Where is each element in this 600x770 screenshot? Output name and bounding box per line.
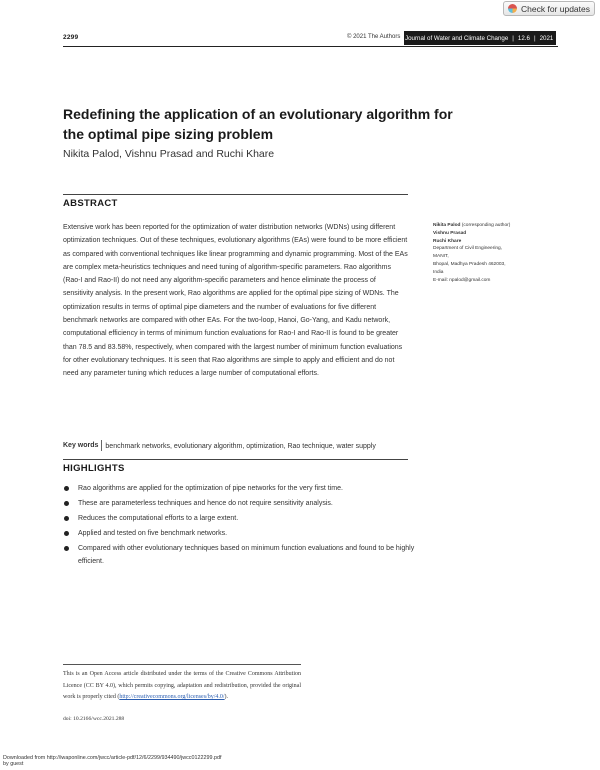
corresponding-author-line <box>433 222 563 230</box>
bullet-icon <box>64 531 69 536</box>
abstract-heading: ABSTRACT <box>63 198 118 209</box>
abstract-text: Extensive work has been reported for the optimization of water distribution networks (WDNs) using different optimization techniques. Out of these techniques, evolutionary algorithms (EAs) were found to be more efficient as compared with conventional techniques like linear programming and dynamic programming. Most of the EAs are complex meta-heuristics techniques and need tuning of algorithm-specific parameters. Rao algorithms (Rao-I and Rao-II) do not need any algorithm-specific parameters and hence eliminate the process of sensitivity analysis. In the present work, Rao algorithms are applied for the optimal pipe sizing of WDNs. The optimization results in terms of optimal pipe diameters and the number of evaluations for five different benchmark networks are compared with other EAs. For the two-loop, Hanoi, Go-Yang, and Kadu network, computational efficiency in terms of minimum function evaluations for Rao-I and Rao-II is found to be greater than 78.5 and 83.58%, respectively, when compared with the largest number of minimum function evaluations for other evolutionary techniques. It is seen that Rao algorithms are simple to apply and efficient and do not need any parameter tuning which reduces a large number of computational efforts. <box>63 224 408 378</box>
license-end: ). <box>224 694 229 700</box>
email[interactable]: E-mail: npalod@gmail.com <box>433 277 491 283</box>
article-authors: Nikita Palod, Vishnu Prasad and Ruchi Khare <box>63 148 275 160</box>
highlight-item <box>63 542 423 568</box>
highlight-item <box>63 527 423 540</box>
bullet-icon <box>64 516 69 521</box>
corresponding-author: Nikita Palod <box>433 223 461 228</box>
download-source: Downloaded from http://iwaponline.com/jwcc/article-pdf/12/6/2299/934490/jwcc0122299.pdf <box>3 755 222 761</box>
highlight-text: These are parameterless techniques and hence do not require sensitivity analysis. <box>78 500 333 507</box>
article-title: Redefining the application of an evolutionary algorithm for the optimal pipe sizing problem <box>63 106 453 142</box>
highlights-heading: HIGHLIGHTS <box>63 463 125 474</box>
header-divider <box>63 46 558 47</box>
highlight-item <box>63 482 423 495</box>
journal-banner: Journal of Water and Climate Change | 12.6 | 2021 <box>404 31 556 45</box>
license-note <box>63 669 301 704</box>
highlight-item <box>63 497 423 510</box>
department: Department of Civil Engineering, <box>433 246 503 252</box>
check-for-updates-button[interactable] <box>503 1 595 16</box>
highlight-item <box>63 512 423 525</box>
abstract-divider <box>63 194 408 195</box>
page-number: 2299 <box>63 34 79 41</box>
journal-name: Journal of Water and Climate Change <box>405 34 509 42</box>
license-link[interactable]: http://creativecommons.org/licenses/by/4.0/ <box>119 694 225 700</box>
download-note <box>3 755 221 768</box>
city: Bhopal, Madhya Pradesh 462003, <box>433 261 506 267</box>
highlight-text: Reduces the computational efforts to a large extent. <box>78 515 239 522</box>
copyright: © 2021 The Authors <box>347 34 401 40</box>
bullet-icon <box>64 546 69 551</box>
keywords-text: benchmark networks, evolutionary algorithm, optimization, Rao technique, water supply <box>105 443 376 450</box>
footnote-divider <box>63 664 301 665</box>
author-affiliation <box>433 222 563 284</box>
highlight-text: Applied and tested on five benchmark networks. <box>78 530 228 537</box>
highlights-list <box>63 482 423 570</box>
author-3: Ruchi Khare <box>433 238 462 244</box>
check-for-updates-label: Check for updates <box>521 3 590 14</box>
doi: doi: 10.2166/wcc.2021.288 <box>63 716 125 722</box>
highlights-divider <box>63 459 408 460</box>
highlight-text: Compared with other evolutionary techniques based on minimum function evaluations and found to be highly efficient. <box>78 545 415 566</box>
corresponding-note: (corresponding author) <box>460 223 511 228</box>
bullet-icon <box>64 501 69 506</box>
author-2: Vishnu Prasad <box>433 230 467 236</box>
crossmark-icon <box>508 4 517 13</box>
institute: MANIT, <box>433 254 449 260</box>
journal-year: 2021 <box>539 34 554 42</box>
download-user: by guest <box>3 761 24 768</box>
license-text: This is an Open Access article distributed under the terms of the Creative Commons Attribution Licence (CC BY 4.0), which permits copying, adaptation and redistribution, provided the original work is properly cited ( <box>63 671 301 700</box>
keywords-row <box>63 440 408 453</box>
keywords-label: Key words <box>63 440 102 451</box>
highlight-text: Rao algorithms are applied for the optimization of pipe networks for the very first time. <box>78 485 343 492</box>
volume-issue: 12.6 <box>517 34 530 42</box>
bullet-icon <box>64 486 69 491</box>
country: India <box>433 269 444 275</box>
